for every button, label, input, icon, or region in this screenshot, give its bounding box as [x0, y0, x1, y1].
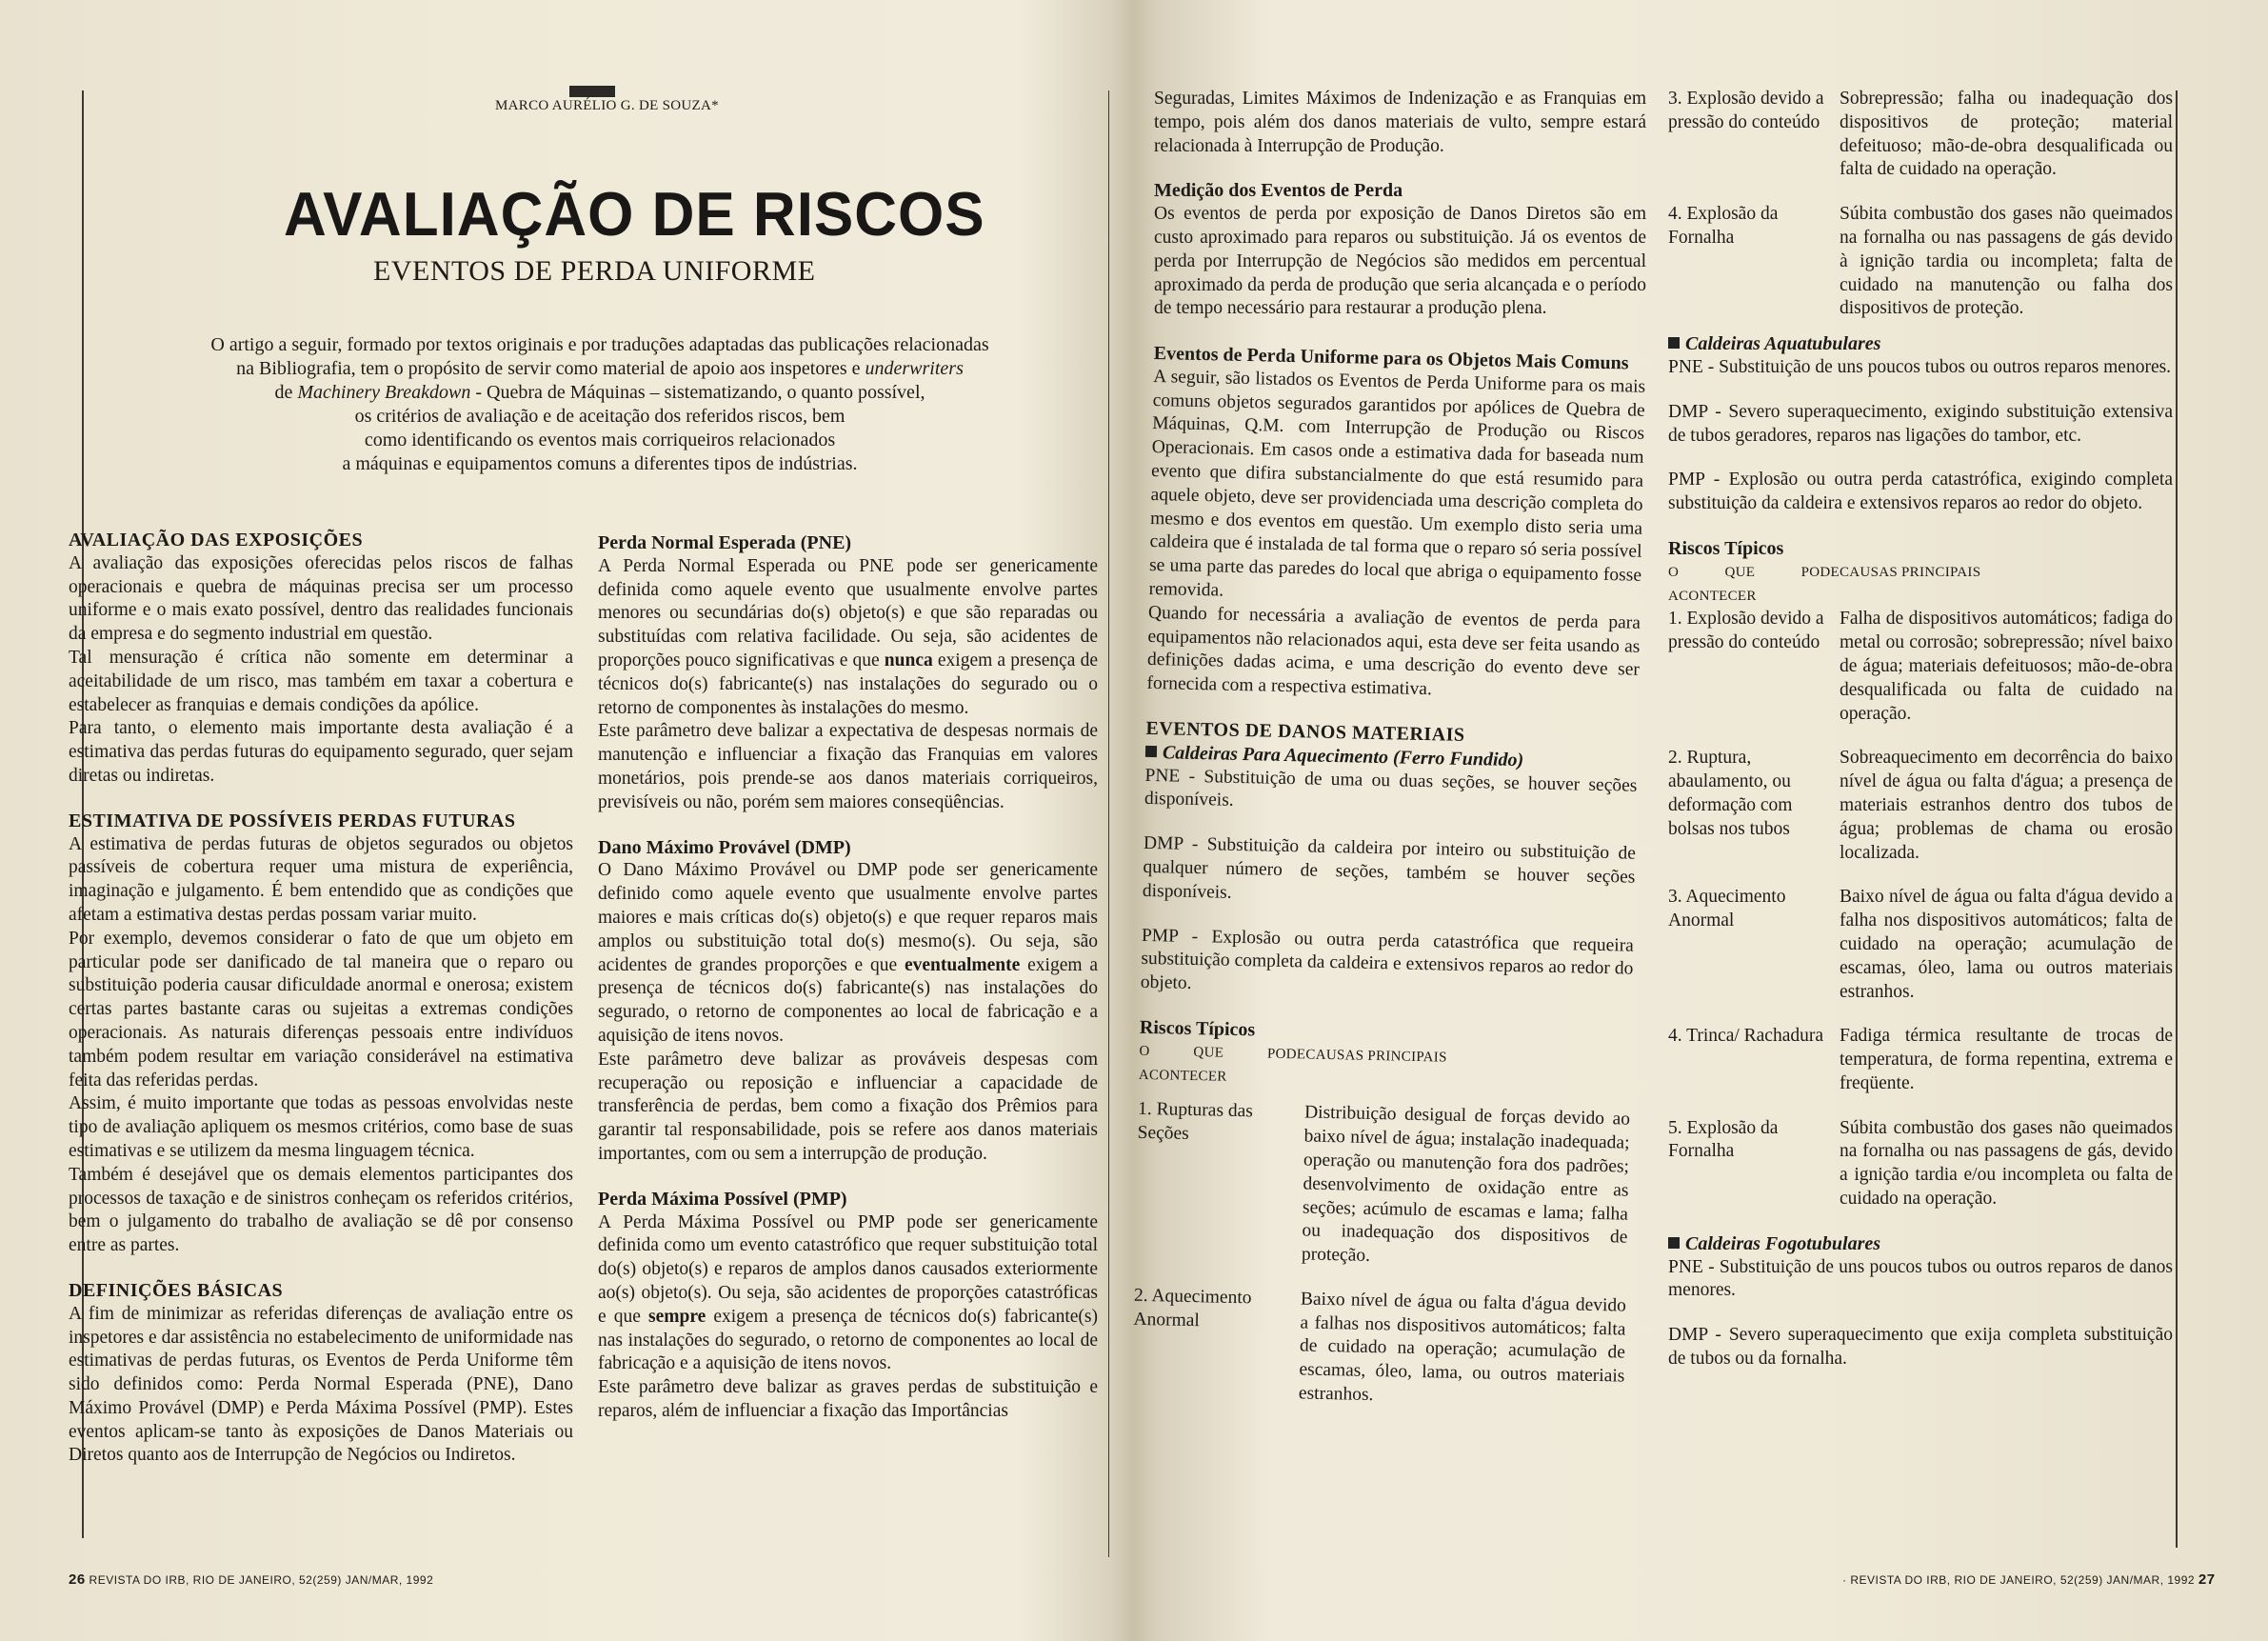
- footer-right: · REVISTA DO IRB, RIO DE JANEIRO, 52(259) JAN/MAR, 1992 27: [1842, 1571, 2216, 1588]
- intro-line: de Machinery Breakdown - Quebra de Máquinas – sistematizando, o quanto possível,: [274, 382, 925, 403]
- paragraph: O Dano Máximo Provável ou DMP pode ser genericamente definido como aquele evento que usualmente envolve partes maiores e mais críticas do(s) objeto(s) e que requer reparos mais amplos ou substituição total do(s) mesmo(s). Ou seja, são acidentes de grandes proporções e que eventualmente exigem a presença de técnicos do(s) fabricante(s) nas instalações do segurado, o retorno de componentes ao local de fabricação e a aquisição de itens novos.: [598, 860, 1098, 1046]
- paragraph: A seguir, são listados os Eventos de Perda Uniforme para os mais comuns objetos segurados garantidos por apólices de Quebra de Máquinas, Q.M. com Interrupção de Produção ou Riscos Operacionais. Em casos onde a estimativa dada for baseada num evento que difira substancialmente do que está resumido para aquele objeto, deve ser providenciada uma descrição completa do mesmo e dos eventos em questão. Um exemplo disto seria uma caldeira que é instalada de tal forma que o reparo só seria possível se uma parte das paredes do local que abriga o equipamento fosse removida.: [1148, 366, 1646, 601]
- paragraph: Este parâmetro deve balizar as prováveis despesas com recuperação ou reposição e influenciar a capacidade de transferência de perdas, bem como a fixação dos Prêmios para garantir tal responsabilidade, pois se refere aos danos materiais importantes, com ou sem a interrupção de produção.: [598, 1049, 1098, 1164]
- section-heading: EVENTOS DE DANOS MATERIAIS: [1145, 718, 1465, 747]
- subsection-heading: Riscos Típicos: [1668, 537, 1784, 559]
- paragraph: Este parâmetro deve balizar as graves perdas de substituição e reparos, além de influenciar a fixação das Importâncias: [598, 1377, 1098, 1421]
- paragraph: PMP - Explosão ou outra perda catastrófica que requeira substituição completa da caldeira e extensivos reparos ao redor do objeto.: [1140, 925, 1635, 994]
- paragraph: PNE - Substituição de uns poucos tubos ou outros reparos de danos menores.: [1668, 1256, 2173, 1301]
- column-1: [69, 529, 573, 1468]
- author-bar: [569, 86, 615, 97]
- bullet-square-icon: [1668, 337, 1680, 349]
- section-heading: DEFINIÇÕES BÁSICAS: [69, 1279, 284, 1301]
- subsection-heading: Eventos de Perda Uniforme para os Objetos Mais Comuns: [1153, 343, 1629, 374]
- bullet-square-icon: [1668, 1237, 1680, 1249]
- intro-line: como identificando os eventos mais corriqueiros relacionados: [364, 430, 836, 450]
- right-margin-rule: [2176, 90, 2178, 1548]
- risk-row: 1. Rupturas das Seções Distribuição desigual de forças devido ao baixo nível de água; instalação inadequada; operação ou manutenção fora dos padrões; desenvolvimento de oxidação entre as seções; acúmulo de escamas e lama; falha ou inadequação dos dispositivos de proteção.: [1137, 1099, 1631, 1267]
- paragraph: PNE - Substituição de uma ou duas seções, se houver seções disponíveis.: [1144, 765, 1638, 811]
- subsection-heading: Perda Normal Esperada (PNE): [598, 532, 852, 553]
- paragraph: A avaliação das exposições oferecidas pelos riscos de falhas operacionais e quebra de máquinas precisa ser um processo uniforme e o mais exato possível, dentro das realidades funcionais da empresa e do segmento industrial em questão.: [69, 552, 573, 645]
- section-heading: ESTIMATIVA DE POSSÍVEIS PERDAS FUTURAS: [69, 810, 516, 831]
- risk-row: 2. Ruptura, abaulamento, ou deformação com bolsas nos tubos Sobreaquecimento em decorrência do baixo nível de água ou falta d'água; a presença de materiais estranhos dentro dos tubos de água; problemas de chama ou erosão localizada.: [1668, 748, 2173, 863]
- intro-line: na Bibliografia, tem o propósito de servir como material de apoio aos inspetores e underwriters: [236, 358, 964, 379]
- paragraph: Este parâmetro deve balizar a expectativa de despesas normais de manutenção e influenciar a fixação das Franquias em valores monetários, pois prende-se aos danos materiais corriqueiros, previsíveis ou não, porém sem maiores conseqüências.: [598, 721, 1098, 812]
- page-number: 27: [2198, 1571, 2216, 1588]
- paragraph: Por exemplo, devemos considerar o fato de que um objeto em particular pode ser danificado de tal maneira que o reparo ou substituição poderia causar dificuldade anormal e onerosa; existem certas partes bastante caras ou sujeitas a extremas condições operacionais. As naturais diferenças pessoais entre indivíduos também podem resultar em variação considerável na estimativa feita das referidas perdas.: [69, 928, 573, 1091]
- footer-left: [69, 1571, 433, 1588]
- column-2: [598, 531, 1098, 1424]
- paragraph: A Perda Normal Esperada ou PNE pode ser genericamente definida como aquele evento que usualmente envolve partes menores ou secundárias do(s) objeto(s) e que são reparadas ou substituídas com relativa facilidade. Ou seja, são acidentes de proporções pouco significativas e que nunca exigem a presença de técnicos do(s) fabricante(s) nas instalações do segurado ou o retorno de componentes às instalações do mesmo.: [598, 555, 1098, 718]
- section-heading: AVALIAÇÃO DAS EXPOSIÇÕES: [69, 530, 364, 550]
- paragraph: Os eventos de perda por exposição de Danos Diretos são em custo aproximado para reparos ou substituição. Já os eventos de perda por Interrupção de Negócios são medidos em percentual aproximado da perda de produção que seria alcançada e o período de tempo necessário para restaurar a produção plena.: [1154, 204, 1646, 319]
- article-title: AVALIAÇÃO DE RISCOS: [284, 180, 985, 250]
- risk-row: 4. Trinca/ Rachadura Fadiga térmica resultante de trocas de temperatura, de forma repentina, extrema e freqüente.: [1668, 1026, 2173, 1093]
- page-number: 26: [69, 1571, 86, 1588]
- center-margin-rule: [1108, 90, 1109, 1557]
- footer-text: REVISTA DO IRB, RIO DE JANEIRO, 52(259) JAN/MAR, 1992: [1850, 1573, 2196, 1587]
- paragraph: Seguradas, Limites Máximos de Indenização e as Franquias em tempo, pois além dos danos materiais de vulto, sempre estará relacionada à Interrupção de Produção.: [1154, 89, 1646, 156]
- paragraph: DMP - Substituição da caldeira por inteiro ou substituição de qualquer número de seções, também se houver seções disponíveis.: [1142, 833, 1637, 903]
- paragraph: PNE - Substituição de uns poucos tubos ou outros reparos menores.: [1668, 356, 2172, 377]
- paragraph: DMP - Severo superaquecimento, exigindo substituição extensiva de tubos geradores, reparos nas ligações do tambor, etc.: [1668, 401, 2173, 446]
- intro-line: O artigo a seguir, formado por textos originais e por traduções adaptadas das publicações relacionadas: [210, 334, 989, 355]
- risk-table-header: O QUE PODE ACONTECER CAUSAS PRINCIPAIS: [1668, 564, 1981, 604]
- paragraph: PMP - Explosão ou outra perda catastrófica, exigindo completa substituição da caldeira e extensivos reparos ao redor do objeto.: [1668, 470, 2173, 514]
- article-intro: [152, 333, 1047, 476]
- risk-table-header: O QUE PODE ACONTECER CAUSAS PRINCIPAIS: [1138, 1043, 1447, 1085]
- paragraph: A fim de minimizar as referidas diferenças de avaliação entre os inspetores e dar assistência no estabelecimento de uniformidade nas estimativas de perdas futuras, os Eventos de Perda Uniforme têm sido definidos como: Perda Normal Esperada (PNE), Dano Máximo Provável (DMP) e Perda Máxima Possível (PMP). Estes eventos aplicam-se tanto às exposições de Danos Materiais ou Diretos quanto aos de Interrupção de Negócios ou Indiretos.: [69, 1303, 573, 1466]
- paragraph: Tal mensuração é crítica não somente em determinar a aceitabilidade de um risco, mas também em taxar a cobertura e estabelecer as franquias e demais condições da apólice.: [69, 647, 573, 715]
- subsection-heading: Perda Máxima Possível (PMP): [598, 1188, 847, 1210]
- bullet-square-icon: [1145, 746, 1157, 757]
- intro-line: os critérios de avaliação e de aceitação dos referidos riscos, bem: [354, 406, 846, 427]
- subsection-heading: Caldeiras Para Aquecimento (Ferro Fundido): [1145, 741, 1638, 775]
- skewed-block: [1132, 342, 1646, 1412]
- column-3: [1133, 88, 1646, 1406]
- subsection-heading: Caldeiras Aquatubulares: [1668, 332, 2173, 356]
- risk-row: 2. Aquecimento Anormal Baixo nível de água ou falta d'água devido a falhas nos dispositivos automáticos; falta de cuidado na operação; acumulação de escamas, óleo, lama, ou outros materiais estranhos.: [1133, 1285, 1627, 1406]
- paragraph: Assim, é muito importante que todas as pessoas envolvidas neste tipo de avaliação apliquem os mesmos critérios, como base de suas estimativas e se utilizem da mesma linguagem técnica.: [69, 1093, 573, 1161]
- risk-row: 3. Aquecimento Anormal Baixo nível de água ou falta d'água devido a falha nos dispositivos automáticos; falta de cuidado na operação; acumulação de escamas, óleo, lama ou outros materiais estranhos.: [1668, 887, 2173, 1002]
- risk-row: 1. Explosão devido a pressão do conteúdo Falha de dispositivos automáticos; fadiga do metal ou corrosão; sobrepressão; nível baixo de água; materiais defeituosos; mão-de-obra desqualificada ou falta de cuidado na operação.: [1668, 609, 2173, 724]
- risk-row: 4. Explosão da Fornalha Súbita combustão dos gases não queimados na fornalha ou nas passagens de gás devido à ignição tardia ou incompleta; falta de cuidado na manutenção ou falha dos dispositivos de proteção.: [1668, 204, 2173, 319]
- paragraph: A Perda Máxima Possível ou PMP pode ser genericamente definida como um evento catastrófico que requer substituição total do(s) objeto(s) e reparos de amplos danos causados exteriormente ao(s) objeto(s). Ou seja, são acidentes de proporções catastróficas e que sempre exigem a presença de técnicos do(s) fabricante(s) nas instalações do segurado, o retorno de componentes ao local de fabricação e a aquisição de itens novos.: [598, 1211, 1098, 1374]
- column-4: [1668, 88, 2173, 1371]
- paragraph: Quando for necessária a avaliação de eventos de perda para equipamentos não relacionados aqui, esta deve ser feita usando as definições dadas acima, e uma descrição do evento deve ser fornecida com a respectiva estimativa.: [1146, 602, 1641, 700]
- intro-line: a máquinas e equipamentos comuns a diferentes tipos de indústrias.: [342, 453, 858, 474]
- paragraph: DMP - Severo superaquecimento que exija completa substituição de tubos ou da fornalha.: [1668, 1325, 2173, 1370]
- subsection-heading: Caldeiras Fogotubulares: [1668, 1232, 2173, 1256]
- article-subtitle: EVENTOS DE PERDA UNIFORME: [373, 255, 816, 287]
- paragraph: Também é desejável que os demais elementos participantes dos processos de taxação e de sinistros conheçam os referidos critérios, bem o julgamento do trabalho de avaliação se dê por consenso entre as partes.: [69, 1164, 573, 1256]
- subsection-heading: Medição dos Eventos de Perda: [1154, 180, 1403, 202]
- paragraph: Para tanto, o elemento mais importante desta avaliação é a estimativa das perdas futuras do equipamento segurado, quer sejam diretas ou indiretas.: [69, 718, 573, 786]
- risk-row: 3. Explosão devido a pressão do conteúdo Sobrepressão; falha ou inadequação dos dispositivos de proteção; material defeituoso; mão-de-obra desqualificada ou falta de cuidado na operação.: [1668, 89, 2173, 180]
- author-byline: MARCO AURÉLIO G. DE SOUZA*: [495, 98, 719, 113]
- paragraph: A estimativa de perdas futuras de objetos segurados ou objetos passíveis de cobertura requer uma mistura de experiência, imaginação e julgamento. É bem entendido que as condições que afetam a estimativa destas perdas possam variar muito.: [69, 833, 573, 925]
- footer-text: REVISTA DO IRB, RIO DE JANEIRO, 52(259) JAN/MAR, 1992: [89, 1573, 434, 1587]
- subsection-heading: Riscos Típicos: [1139, 1016, 1256, 1041]
- risk-row: 5. Explosão da Fornalha Súbita combustão dos gases não queimados na fornalha ou nas passagens de gás, devido a ignição tardia e/ou incompleta ou falta de cuidado na operação.: [1668, 1117, 2173, 1210]
- subsection-heading: Dano Máximo Provável (DMP): [598, 836, 851, 858]
